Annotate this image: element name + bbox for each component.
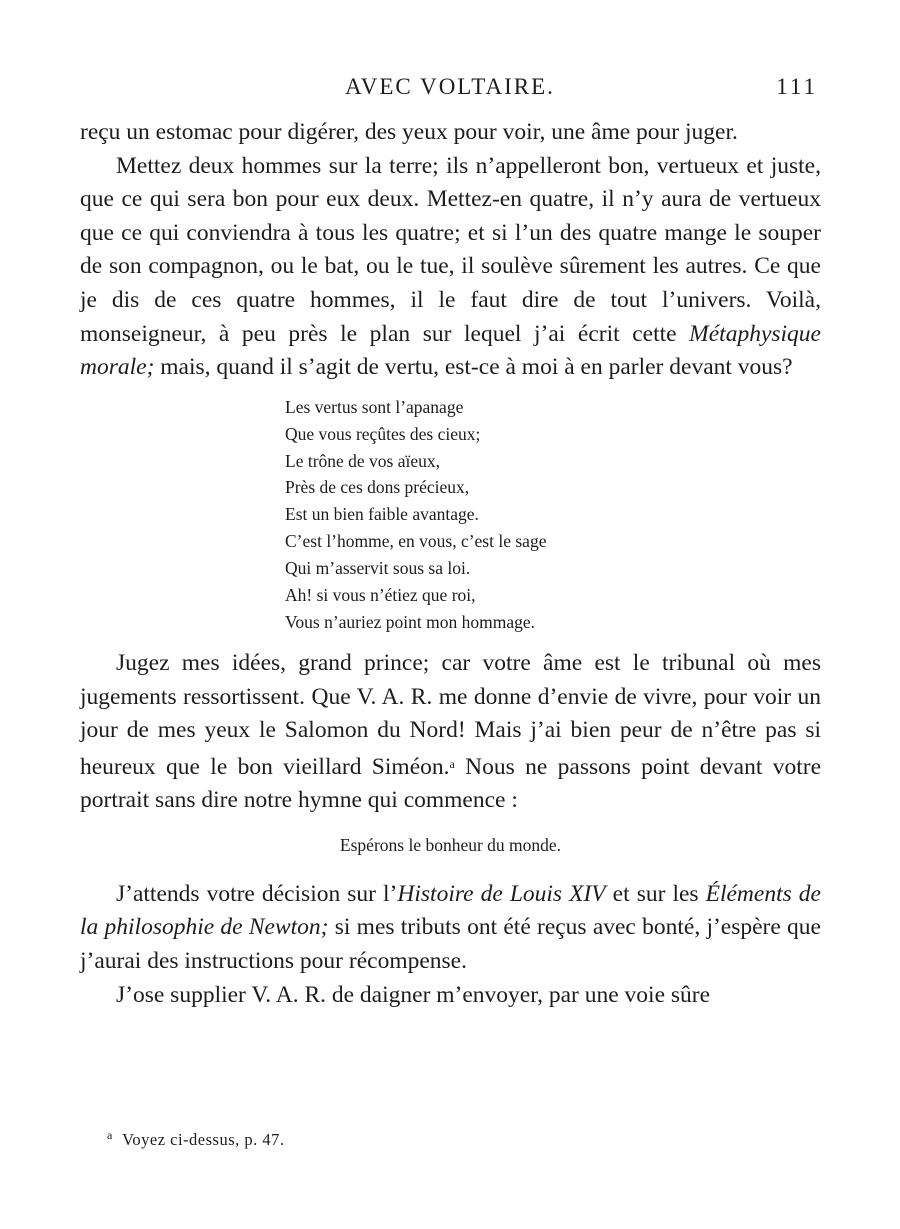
verse-line: Ah! si vous n’étiez que roi, [285, 585, 476, 606]
paragraph-1: reçu un estomac pour digérer, des yeux pour voir, une âme pour juger. [80, 119, 738, 145]
paragraph-3 [80, 647, 821, 818]
verse-line: Est un bien faible avantage. [285, 504, 479, 525]
paragraph-2-text-a: Mettez deux hommes sur la terre; ils n’appelleront bon, vertueux et juste, que ce qui sera bon pour eux deux. Mettez-en quatre, il n’y aura de vertueux que ce qui conviendra à tous les quatre; et si l’un des quatre mange le souper de son compagnon, ou le bat, ou le tue, il soulève sûrement les autres. Ce que je dis de ces quatre hommes, il le faut dire de tout l’univers. Voilà, monseigneur, à peu près le plan sur lequel j’ai écrit cette [80, 152, 821, 347]
paragraph-4-text-b: et sur les [605, 880, 706, 907]
footnote-mark: a [107, 1128, 113, 1142]
paragraph-2-italic-title: Métaphysique morale; [80, 320, 821, 381]
paragraph-4-text-a: J’attends votre décision sur l’ [116, 880, 398, 907]
paragraph-4 [80, 878, 821, 979]
paragraph-4-italic-title-2: Éléments de la philosophie de Newton; [80, 880, 821, 941]
body-text [80, 116, 821, 1012]
running-title: AVEC VOLTAIRE. [345, 74, 555, 99]
paragraph-4-text-c: si mes tributs ont été reçus avec bonté, j’espère que j’aurai des instructions pour récompense. [80, 914, 821, 975]
hymn-line: Espérons le bonheur du monde. [339, 834, 562, 855]
paragraph-3-text-b: Nous ne passons point devant votre portrait sans dire notre hymne qui commence : [80, 753, 821, 814]
footnote-reference: a [449, 756, 455, 771]
paragraph-4-italic-title-1: Histoire de Louis XIV [397, 880, 606, 907]
page-number: 111 [776, 74, 818, 99]
verse-line: Que vous reçûtes des cieux; [285, 423, 481, 444]
footnote-text: Voyez ci-dessus, p. 47. [122, 1130, 285, 1149]
verse-line: Qui m’asservit sous sa loi. [285, 558, 471, 579]
paragraph-5: J’ose supplier V. A. R. de daigner m’envoyer, par une voie sûre [116, 981, 711, 1008]
verse-block [285, 394, 821, 636]
paragraph-2 [80, 150, 821, 385]
verse-line: Vous n’auriez point mon hommage. [285, 612, 535, 632]
footnote [107, 1128, 285, 1150]
running-head [0, 74, 900, 104]
paragraph-2-text-b: mais, quand il s’agit de vertu, est-ce à moi à en parler devant vous? [154, 354, 793, 381]
verse-line: Les vertus sont l’apanage [285, 396, 464, 417]
verse-line: C’est l’homme, en vous, c’est le sage [285, 531, 547, 552]
verse-line: Près de ces dons précieux, [285, 477, 470, 498]
verse-line: Le trône de vos aïeux, [285, 450, 441, 471]
paragraph-3-text-a: Jugez mes idées, grand prince; car votre âme est le tribunal où mes jugements ressortissent. Que V. A. R. me donne d’envie de vivre, pour voir un jour de mes yeux le Salomon du Nord! Mais j’ai bien peur de n’être pas si heureux que le bon vieillard Siméon. [80, 649, 821, 780]
